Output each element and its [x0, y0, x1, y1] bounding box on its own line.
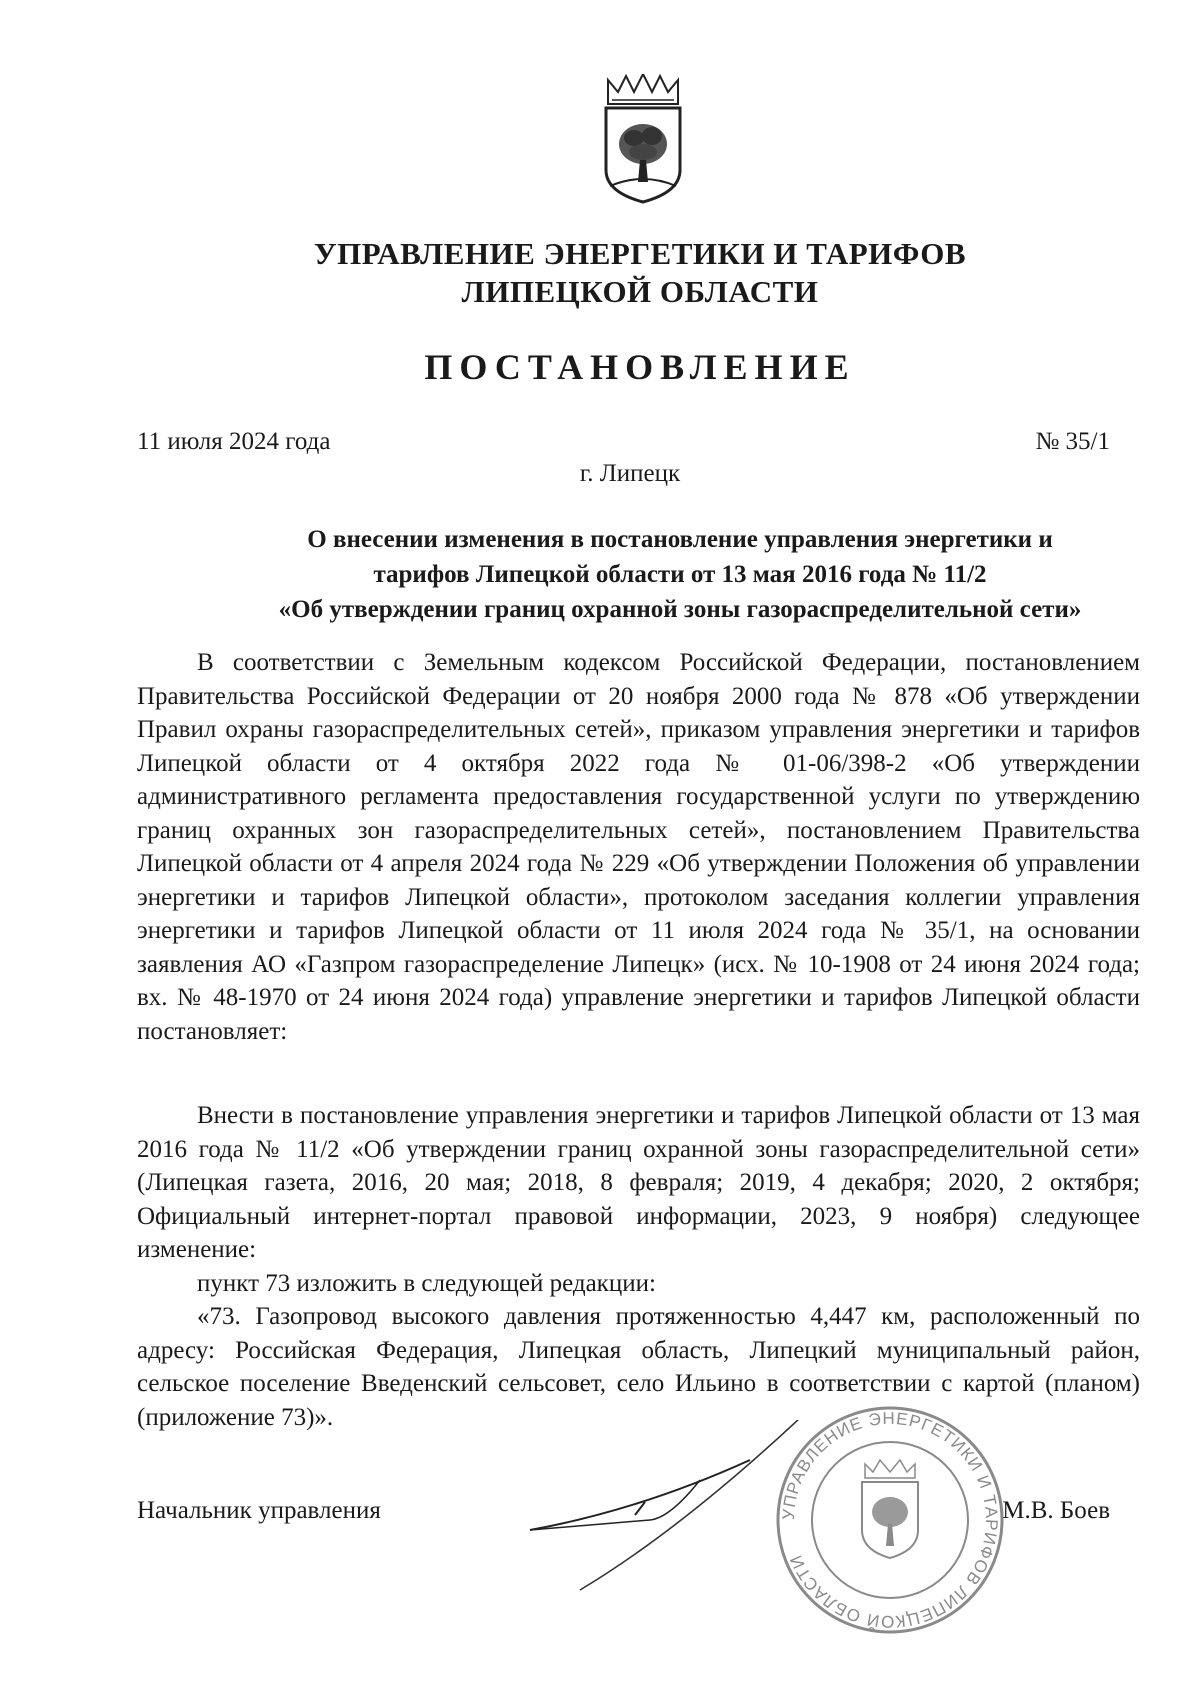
resolution-paragraph: Внести в постановление управления энергетики и тарифов Липецкой области от 13 мая 2016 года № 11/2 «Об утверждении границ охранной зоны газораспределительной сети» (Липецкая газета, 2016, 20 мая; 2018, 8 февраля; 2019, 4 декабря; 2020, 2 октября; Официальный интернет-портал правовой информации, 2023, 9 ноября) следующее изменение:	[137, 1102, 1140, 1263]
svg-text:УПРАВЛЕНИЕ ЭНЕРГЕТИКИ И ТАРИФО: УПРАВЛЕНИЕ ЭНЕРГЕТИКИ И ТАРИФОВ ЛИПЕЦКОЙ ОБЛАСТИ	[778, 1408, 1002, 1632]
organization-name-line-2: ЛИПЕЦКОЙ ОБЛАСТИ	[461, 274, 819, 309]
document-type: ПОСТАНОВЛЕНИЕ	[424, 347, 856, 387]
preamble-paragraph: В соответствии с Земельным кодексом Российской Федерации, постановлением Правительства Российской Федерации от 20 ноября 2000 года № 878 «Об утверждении Правил охраны газораспределительных сетей», приказом управления энергетики и тарифов Липецкой области от 4 октября 2022 года № 01-06/398-2 «Об утверждении административного регламента предоставления государственной услуги по утверждению границ охранных зон газораспределительных сетей», постановлением Правительства Липецкой области от 4 апреля 2024 года № 229 «Об утверждении Положения об управлении энергетики и тарифов Липецкой области», протоколом заседания коллегии управления энергетики и тарифов Липецкой области от 11 июля 2024 года № 35/1, на основании заявления АО «Газпром газораспределение Липецк» (исх. № 10-1908 от 24 июня 2024 года; вх. № 48-1970 от 24 июня 2024 года) управление энергетики и тарифов Липецкой области постановляет:	[137, 649, 1140, 1045]
document-title	[200, 522, 1160, 627]
signatory-position: Начальник управления	[137, 1497, 381, 1524]
document-number: № 35/1	[1035, 428, 1110, 455]
coat-of-arms-icon	[600, 74, 686, 204]
title-line: «Об утверждении границ охранной зоны газораспределительной сети»	[278, 596, 1082, 623]
preamble-section	[137, 646, 1140, 1048]
signatory-name: М.В. Боев	[1002, 1497, 1110, 1524]
organization-name-line-1: УПРАВЛЕНИЕ ЭНЕРГЕТИКИ И ТАРИФОВ	[313, 236, 967, 271]
title-line: тарифов Липецкой области от 13 мая 2016 года № 11/2	[373, 561, 987, 588]
title-line: О внесении изменения в постановление управления энергетики и	[307, 526, 1053, 553]
amendment-text-paragraph: «73. Газопровод высокого давления протяженностью 4,447 км, расположенный по адресу: Российская Федерация, Липецкая область, Липецкий муниципальный район, сельское поселение Введенский сельсовет, село Ильино в соответствии с картой (планом) (приложение 73)».	[137, 1303, 1140, 1431]
document-city: г. Липецк	[579, 460, 681, 487]
resolution-section	[137, 1099, 1140, 1434]
official-seal-icon	[770, 1400, 1010, 1640]
document-date: 11 июля 2024 года	[137, 428, 331, 455]
amendment-intro-paragraph: пункт 73 изложить в следующей редакции:	[197, 1269, 656, 1297]
